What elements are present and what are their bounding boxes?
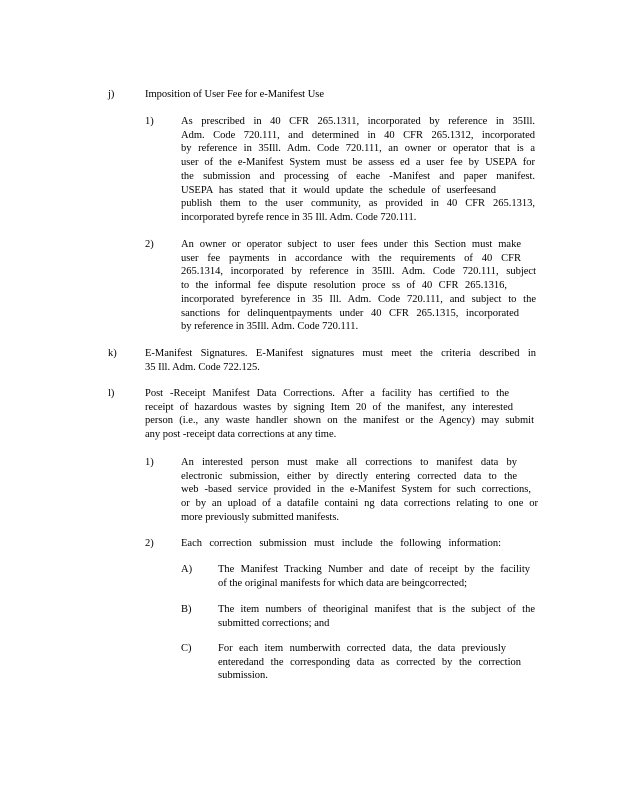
heading-user-fee [145, 88, 360, 102]
text-line: electronic submission, either by directly entering corrected data to the [181, 470, 517, 482]
text-line: person (i.e., any waste handler shown on the manifest or the Agency) may submit [145, 415, 534, 427]
text-line: Adm. Code 720.111, and determined in 40 CFR 265.1312, incorporated [181, 129, 535, 141]
item-label-l2: 2) [145, 538, 154, 549]
text-line: submitted corrections; and [218, 617, 330, 629]
paragraph-b [218, 603, 535, 630]
text-line: more previously submitted manifests. [181, 511, 340, 523]
paragraph-j1 [181, 115, 535, 225]
text-line: of the original manifests for which data are beingcorrected; [218, 577, 467, 589]
text-line: to the informal fee dispute resolution proce ss of 40 CFR 265.1316, [181, 280, 507, 292]
text-line: The item numbers of theoriginal manifest that is the subject of the [218, 604, 535, 615]
item-label-j: j) [108, 89, 115, 100]
text-line: The Manifest Tracking Number and date of receipt by the facility [218, 564, 530, 575]
text-line: 35 Ill. Adm. Code 722.125. [145, 361, 260, 373]
text-line: For each item numberwith corrected data, the data previously [218, 643, 506, 654]
text-line: As prescribed in 40 CFR 265.1311, incorporated by reference in 35Ill. [181, 116, 535, 127]
item-label-j1: 1) [145, 116, 154, 127]
item-label-j2: 2) [145, 239, 154, 250]
text-line: Post -Receipt Manifest Data Corrections. After a facility has certified to the [145, 388, 509, 399]
text-line: by reference in 35Ill. Adm. Code 720.111, an owner or operator that is a [181, 143, 535, 155]
text-line: 265.1314, incorporated by reference in 35Ill. Adm. Code 720.111, subject [181, 266, 536, 278]
item-label-l1: 1) [145, 457, 154, 468]
text-line: by reference in 35Ill. Adm. Code 720.111. [181, 321, 359, 333]
text-line: any post -receipt data corrections at any time. [145, 429, 337, 441]
text-line: incorporated byrefe rence in 35 Ill. Adm. Code 720.111. [181, 211, 417, 223]
text-line: An interested person must make all corrections to manifest data by [181, 457, 517, 468]
item-label-a: A) [181, 564, 193, 575]
text-line: E-Manifest Signatures. E-Manifest signatures must meet the criteria described in [145, 348, 536, 359]
item-label-l: l) [108, 388, 115, 399]
text-line: Imposition of User Fee for e-Manifest Use [145, 89, 325, 100]
item-label-b: B) [181, 604, 192, 615]
text-line: user fee payments in accordance with the requirements of 40 CFR [181, 252, 521, 264]
text-line: the submission and processing of eache -Manifest and paper manifest. [181, 170, 535, 182]
text-line: incorporated byreference in 35 Ill. Adm. Code 720.111, and subject to the [181, 293, 536, 305]
paragraph-j2 [181, 238, 536, 334]
text-line: publish them to the user community, as provided in 40 CFR 265.1313, [181, 198, 535, 210]
text-line: USEPA has stated that it would update the schedule of userfeesand [181, 184, 496, 196]
text-line: submission. [218, 670, 268, 682]
text-line: enteredand the corresponding data as corrected by the correction [218, 656, 521, 668]
paragraph-k [145, 347, 536, 374]
paragraph-c [218, 642, 521, 683]
text-line: receipt of hazardous wastes by signing Item 20 of the manifest, any interested [145, 401, 513, 413]
text-line: or by an upload of a datafile containi ng data corrections relating to one or [181, 498, 538, 510]
text-line: user of the e-Manifest System must be assess ed a user fee by USEPA for [181, 157, 535, 169]
text-line: Each correction submission must include the following information: [181, 538, 501, 549]
text-line: sanctions for delinquentpayments under 40 CFR 265.1315, incorporated [181, 307, 519, 319]
paragraph-a [218, 563, 530, 590]
paragraph-l [145, 387, 534, 442]
paragraph-l1 [181, 456, 538, 525]
text-line: web -based service provided in the e-Manifest System for such corrections, [181, 484, 531, 496]
text-line: An owner or operator subject to user fees under this Section must make [181, 239, 521, 250]
item-label-c: C) [181, 643, 192, 654]
item-label-k: k) [108, 348, 117, 359]
paragraph-l2 [181, 537, 501, 551]
